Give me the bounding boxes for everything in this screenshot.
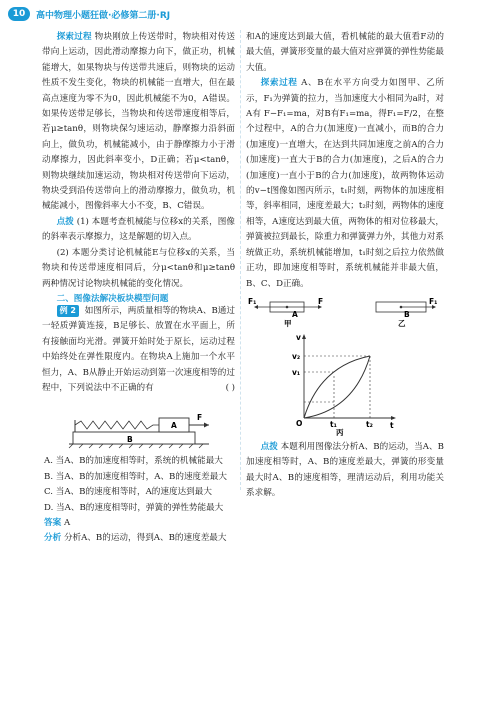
tip-paragraph-2: (2) 本题分类讨论机械能E与位移x的关系，当物块和传送带速度相同后，分μ<tanθ和μ≥tanθ两种情况讨论物块机械能的变化情况。 [42,247,235,289]
section-heading: 二、图像法解决板块模型问题 [56,293,169,304]
axis-v: v [296,332,301,342]
analysis-text: 分析A、B的运动，得到A、B的速度差最大 [63,533,227,544]
jia-f: F [318,296,324,306]
force-diagrams [246,296,444,328]
right-tip-keyword: 点拨 [260,441,278,452]
page-number: 10 [8,7,30,21]
answer-value: A [63,517,71,528]
tip-keyword: 点拨 [56,216,74,227]
right-explore-paragraph [246,76,444,292]
label-a: A [170,421,177,431]
option-d[interactable]: D. 当A、B的速度相等时，弹簧的弹性势能最大 [44,502,224,513]
tick-v1: v₁ [292,367,301,377]
book-title: 高中物理小题狂做·必修第二册·RJ [36,10,171,21]
column-divider [240,30,241,490]
answer-line [44,516,235,531]
vt-graph [290,332,400,436]
example-paragraph [42,304,235,396]
yi-f1: F₁ [429,296,438,306]
jia-f1: F₁ [248,296,257,306]
analysis-keyword: 分析 [44,533,62,544]
option-a[interactable]: A. 当A、B的加速度相等时，系统的机械能最大 [44,456,223,467]
option-b[interactable]: B. 当A、B的加速度相等时，A、B的速度差最大 [44,471,227,482]
explore-keyword: 探索过程 [56,32,92,42]
tick-t2: t₂ [366,419,373,429]
curve-b [304,356,370,418]
right-tip-text: 本题利用图像法分析A、B的运动，当A、B加速度相等时，A、B的速度差最大，弹簧的形变量最大时A、B的速度相等，理清运动后，利用功能关系求解。 [246,441,444,499]
page-header [8,6,170,22]
answer-keyword: 答案 [44,517,62,528]
right-explore-text: A、B在水平方向受力如图甲、乙所示，F₁为弹簧的拉力，当加速度大小相同为a时，对A有 F−F₁=ma，对B有F₁=ma，得F₁=F/2，在整个过程中，A的合力(加速度)一直减小，而B的合力(加速度)一直增大，在达到共同加速度之前A的合力(加速度)一直大于B的合力(加速度)，之后A的合力(加速度)一直小于B的合力(加速度)，故两物体运动的v−t图像如图丙所示，t₁时刻，两物体的加速度相等，斜率相同，速度差最大；t₂时刻，两物体的速度相等，A速度达到最大值，两物体的相对位移最大，弹簧被拉到最长，除重力和弹簧弹力外，其他力对系统做正功，系统机械能增加，t₁时刻之后拉力依然做正功，即加速度相等时，系统机械能并非最大值，B、C、D正确。 [246,78,444,289]
axis-t: t [390,420,394,430]
spring-block-figure [59,400,219,450]
label-f: F [196,413,202,423]
continued-text: 和A的速度达到最大值，看机械能的最大值看F动的最大值，弹簧形变量的最大值对应弹簧的弹性势能最大值。 [246,32,444,73]
curve-a [304,356,370,418]
bing-caption: 丙 [336,427,344,436]
answer-paren: ( ) [225,382,235,393]
jia-a: A [292,309,298,319]
right-explore-keyword: 探索过程 [260,78,298,89]
spring [75,421,159,429]
left-column [42,30,235,547]
right-column [246,30,444,502]
explore-text: 物块刚放上传送带时，物块相对传送带向上运动，因此滑动摩擦力向下，做正功，机械能增大，如果物块与传送带共速后，则物块的运动性质不发生变化，物块的机械能一直增大，但在最高点速度为零不为0，因此机械能不为0，A错误。如果传送带足够长，当物块和传送带速度相等后，若μ≥tanθ，则物块保匀速运动，静摩擦力沿斜面向上，做负功，机械能减小，由于静摩擦力小于滑动摩擦力，因此斜率变小，D正确；若μ<tanθ，则物块继续加速运动，物块相对传送带向下运动，物块受到沿传送带向上的滑动摩擦力，做负功，机械能减小，图像斜率大小不变，B、C错误。 [42,32,235,212]
tick-t1: t₁ [330,419,337,429]
tip-paragraph-1 [42,215,235,246]
example-badge: 例 2 [57,305,79,317]
example-text: 如图所示，两质量相等的物块A、B通过一轻质弹簧连接，B足够长、放置在水平面上，所有接触面均光滑。弹簧开始时处于原长，运动过程中始终处在弹性限度内。在物块A上施加一个水平恒力，A、B从静止开始运动到第一次速度相等的过程中，下列说法中不正确的有 [42,305,235,393]
jia-caption: 甲 [284,318,292,328]
yi-caption: 乙 [398,318,406,328]
tip-text-1: (1) 本题考查机械能与位移x的关系，图像的斜率表示摩擦力，这是解题的切入点。 [42,216,235,243]
origin: O [296,418,303,428]
yi-b: B [404,309,410,319]
block-b [73,432,195,444]
label-b: B [126,435,133,445]
options-list [42,454,235,516]
tick-v2: v₂ [292,351,301,361]
right-tip-paragraph [246,440,444,502]
option-c[interactable]: C. 当A、B的速度相等时，A的速度达到最大 [44,487,212,498]
explore-paragraph [42,30,235,215]
analysis-line [44,531,235,546]
